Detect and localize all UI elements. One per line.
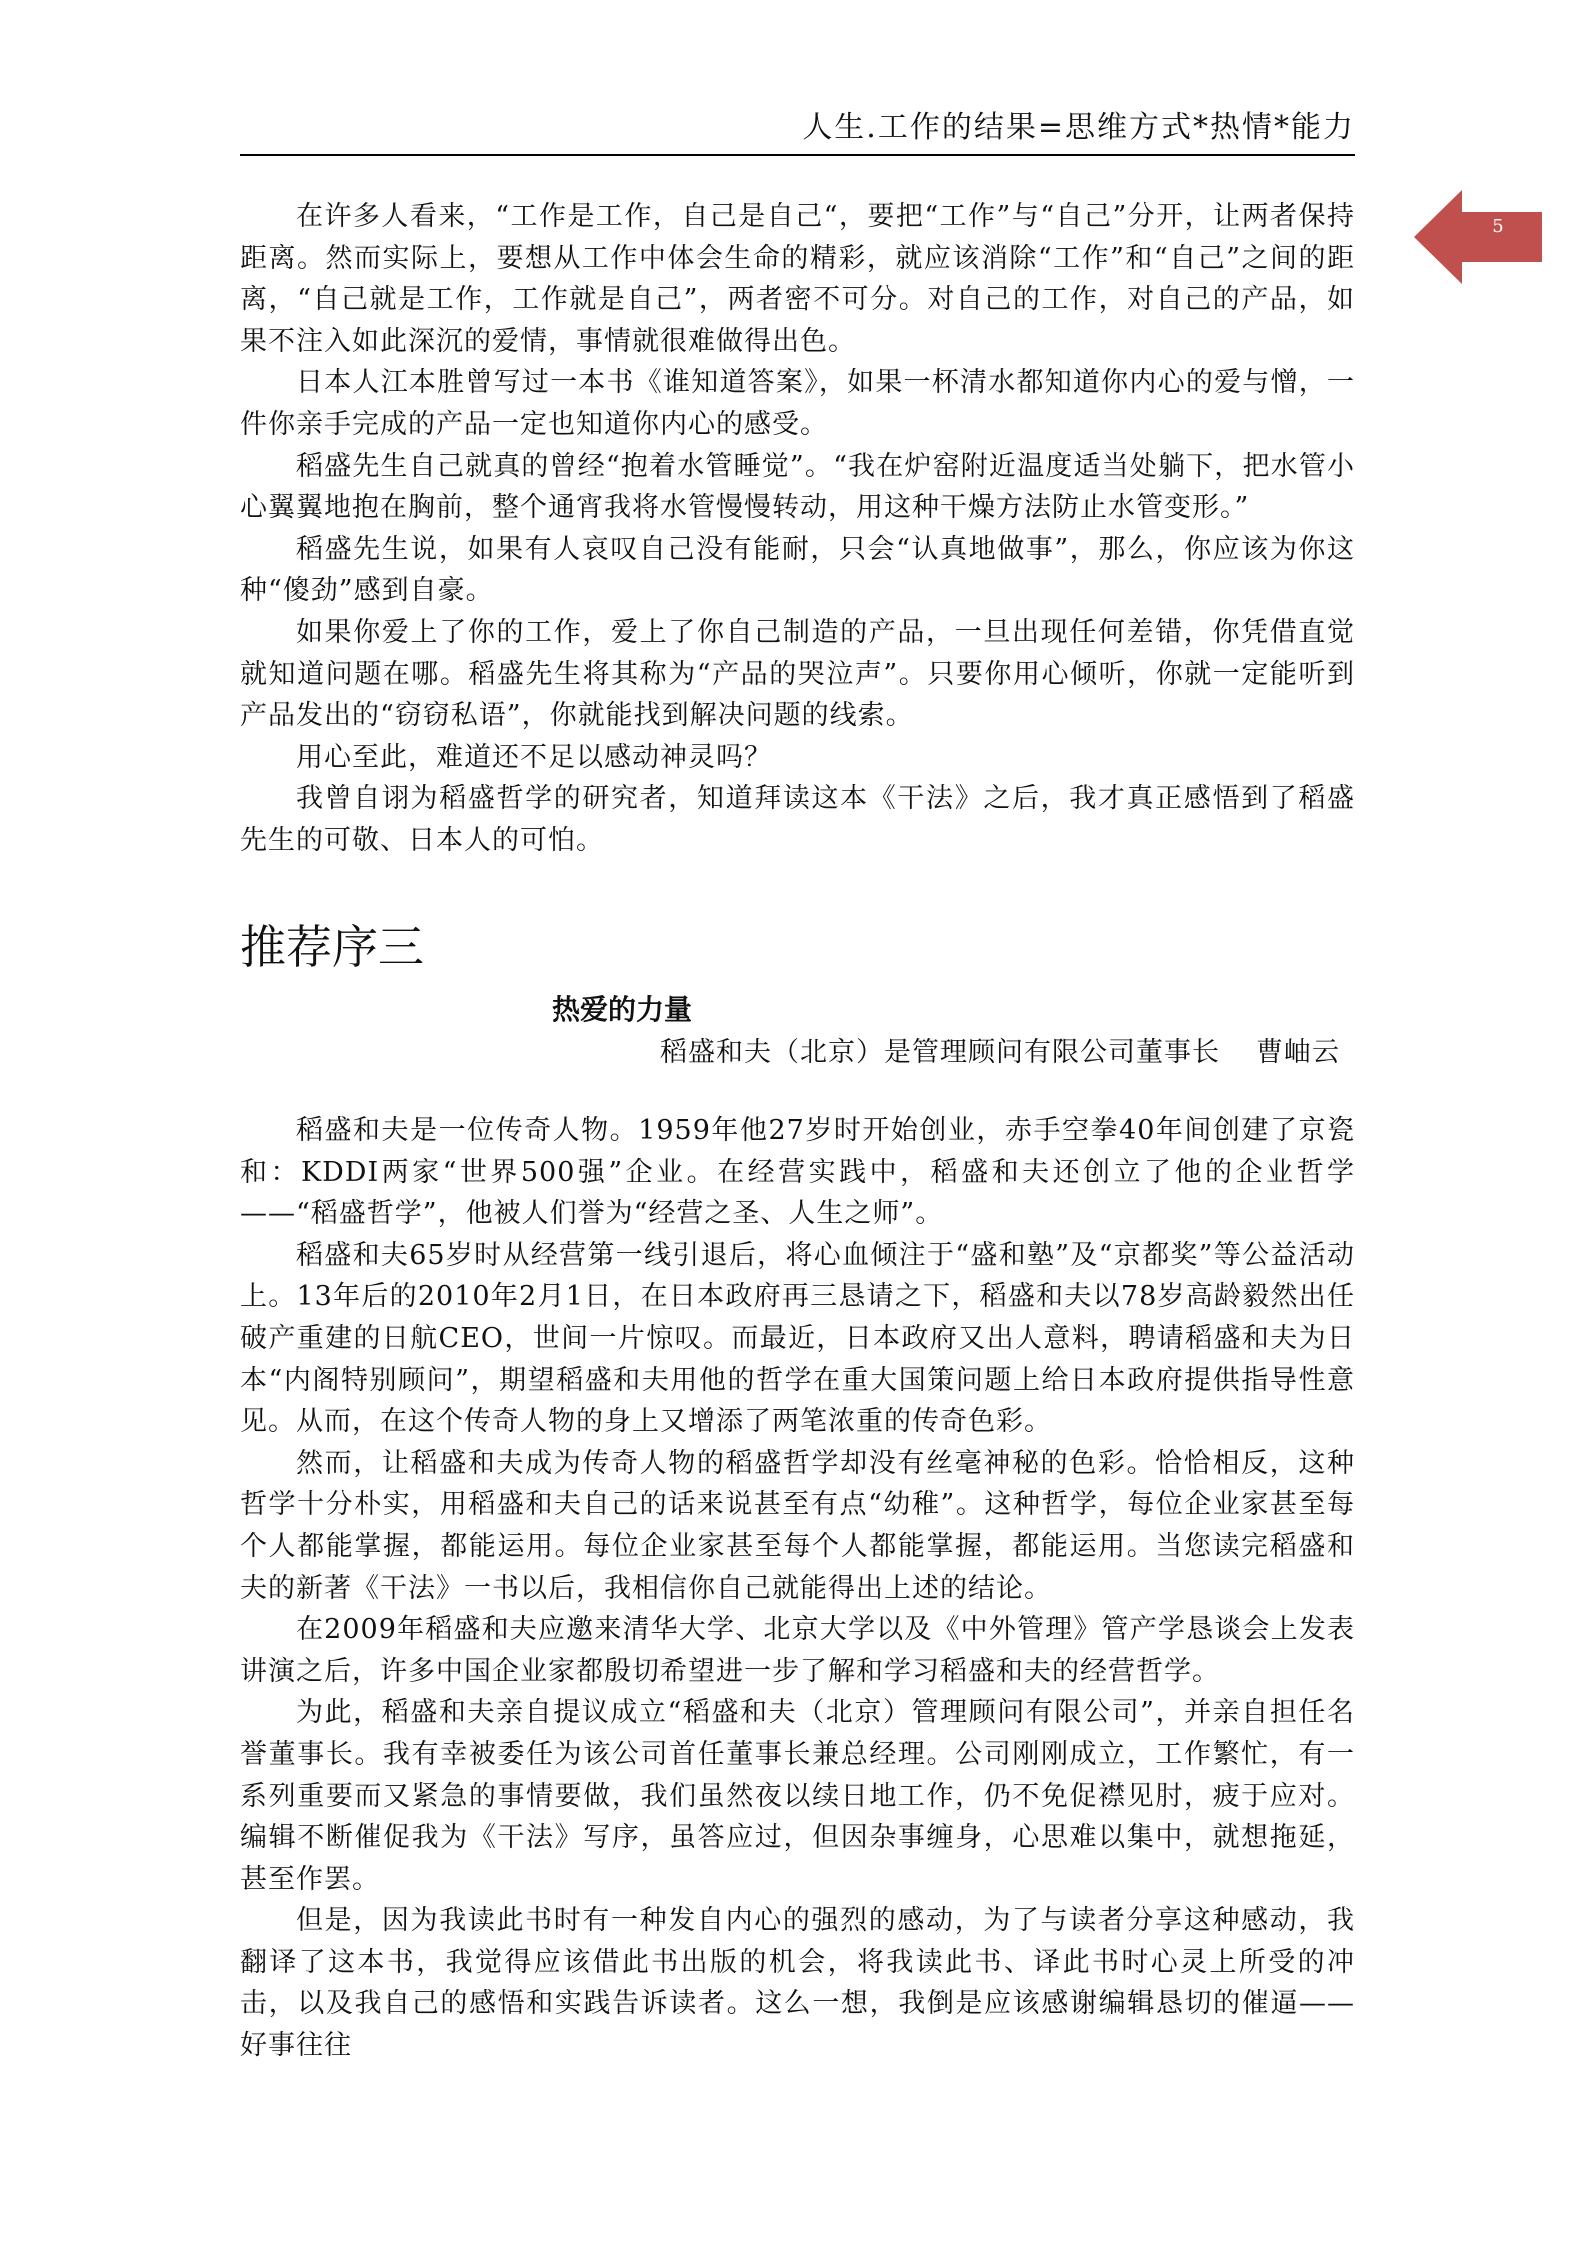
paragraph: 在许多人看来，“工作是工作，自己是自己“，要把“工作”与“自己”分开，让两者保持距离。然而实际上，要想从工作中体会生命的精彩，就应该消除“工作”和“自己”之间的距离，“自己就是工作，工作就是自己”，两者密不可分。对自己的工作，对自己的产品，如果不注入如此深沉的爱情，事情就很难做得出色。 [240, 201, 1355, 357]
paragraph: 日本人江本胜曾写过一本书《谁知道答案》，如果一杯清水都知道你内心的爱与憎，一件你亲手完成的产品一定也知道你内心的感受。 [240, 367, 1355, 440]
byline-author-name: 曹岫云 [1256, 1037, 1340, 1068]
author-byline [240, 1033, 1340, 1073]
running-header-title: 人生.工作的结果=思维方式*热情*能力 [802, 110, 1355, 145]
paragraph: 稻盛和夫65岁时从经营第一线引退后，将心血倾注于“盛和塾”及“京都奖”等公益活动上。13年后的2010年2月1日，在日本政府再三恳请之下，稻盛和夫以78岁高龄毅然出任破产重建的日航CEO，世间一片惊叹。而最近，日本政府又出人意料，聘请稻盛和夫为日本“内阁特别顾问”，期望稻盛和夫用他的哲学在重大国策问题上给日本政府提供指导性意见。从而，在这个传奇人物的身上又增添了两笔浓重的传奇色彩。 [240, 1239, 1355, 1438]
paragraph: 稻盛先生说，如果有人哀叹自己没有能耐，只会“认真地做事”，那么，你应该为你这种“傻劲”感到自豪。 [240, 533, 1355, 607]
byline-organization: 稻盛和夫（北京）是管理顾问有限公司董事长 [660, 1037, 1220, 1068]
essay-title: 热爱的力量 [552, 993, 693, 1026]
paragraph: 稻盛和夫是一位传奇人物。1959年他27岁时开始创业，赤手空拳40年间创建了京瓷和：KDDI两家“世界500强”企业。在经营实践中，稻盛和夫还创立了他的企业哲学——“稻盛哲学”，他被人们誉为“经营之圣、人生之师”。 [240, 1115, 1355, 1230]
header-divider [240, 154, 1355, 156]
paragraph: 用心至此，难道还不足以感动神灵吗？ [296, 741, 772, 773]
paragraph: 但是，因为我读此书时有一种发自内心的强烈的感动，为了与读者分享这种感动，我翻译了这本书，我觉得应该借此书出版的机会，将我读此书、译此书时心灵上所受的冲击，以及我自己的感悟和实践告诉读者。这么一想，我倒是应该感谢编辑恳切的催逼——好事往往 [240, 1905, 1355, 2062]
section-one-body [240, 196, 1355, 862]
paragraph: 稻盛先生自己就真的曾经“抱着水管睡觉”。“我在炉窑附近温度适当处躺下，把水管小心翼翼地抱在胸前，整个通宵我将水管慢慢转动，用这种干燥方法防止水管变形。” [240, 450, 1355, 524]
paragraph: 然而，让稻盛和夫成为传奇人物的稻盛哲学却没有丝毫神秘的色彩。恰恰相反，这种哲学十分朴实，用稻盛和夫自己的话来说甚至有点“幼稚”。这种哲学，每位企业家甚至每个人都能掌握，都能运用。每位企业家甚至每个人都能掌握，都能运用。当您读完稻盛和夫的新著《干法》一书以后，我相信你自己就能得出上述的结论。 [240, 1447, 1355, 1604]
page-number: 5 [1492, 216, 1504, 237]
paragraph: 在2009年稻盛和夫应邀来清华大学、北京大学以及《中外管理》管产学恳谈会上发表讲演之后，许多中国企业家都殷切希望进一步了解和学习稻盛和夫的经营哲学。 [240, 1614, 1355, 1687]
section-heading: 推荐序三 [240, 920, 424, 974]
section-two-body [240, 1110, 1355, 2067]
paragraph: 为此，稻盛和夫亲自提议成立“稻盛和夫（北京）管理顾问有限公司”，并亲自担任名誉董事长。我有幸被委任为该公司首任董事长兼总经理。公司刚刚成立，工作繁忙，有一系列重要而又紧急的事情要做，我们虽然夜以续日地工作，仍不免促襟见肘，疲于应对。编辑不断催促我为《干法》写序，虽答应过，但因杂事缠身，心思难以集中，就想拖延，甚至作罢。 [240, 1697, 1355, 1895]
paragraph: 如果你爱上了你的工作，爱上了你自己制造的产品，一旦出现任何差错，你凭借直觉就知道问题在哪。稻盛先生将其称为“产品的哭泣声”。只要你用心倾听，你就一定能听到产品发出的“窃窃私语”，你就能找到解决问题的线索。 [240, 616, 1355, 732]
paragraph: 我曾自诩为稻盛哲学的研究者，知道拜读这本《干法》之后，我才真正感悟到了稻盛先生的可敬、日本人的可怕。 [240, 783, 1355, 856]
